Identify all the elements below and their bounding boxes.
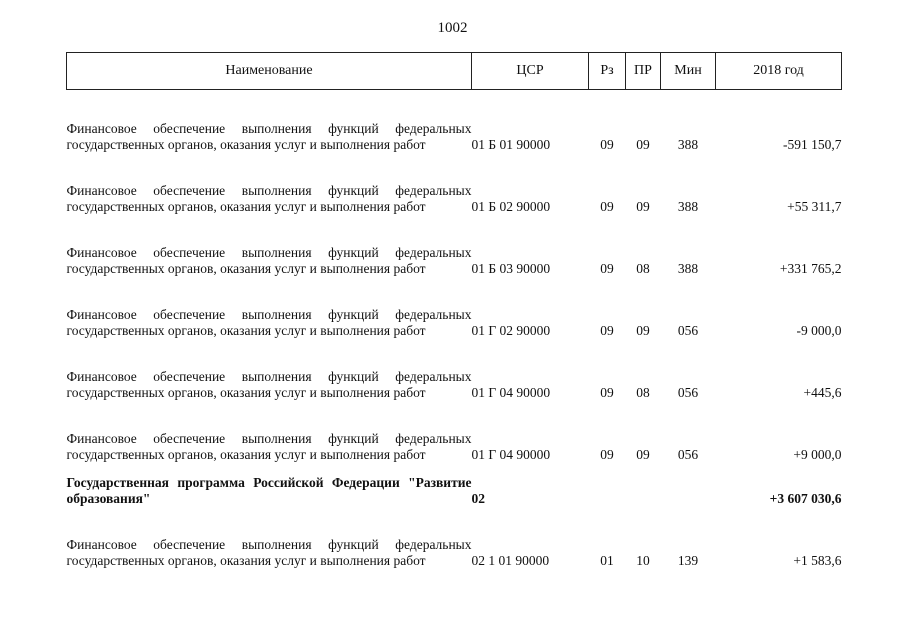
header-rz: Рз [589,53,626,90]
header-pr: ПР [626,53,661,90]
row-pr: 09 [636,137,650,152]
row-name: Финансовое обеспечение выполнения функций федеральных государственных органов, оказания услуг и выполнения работ [66,537,472,568]
row-rz: 09 [600,447,614,462]
row-pr: 09 [636,199,650,214]
table-header-row [67,53,842,90]
row-min [661,463,716,507]
row-amount: -9 000,0 [796,323,842,338]
row-pr: 08 [636,261,650,276]
row-pr [626,463,661,507]
row-name: Финансовое обеспечение выполнения функций федеральных государственных органов, оказания услуг и выполнения работ [66,121,472,152]
row-amount: +331 765,2 [779,261,842,276]
table-row-program [67,463,842,507]
row-csr: 01 Б 03 90000 [471,261,551,276]
row-csr: 02 [471,491,485,506]
row-rz: 09 [600,137,614,152]
row-min: 388 [677,199,699,214]
row-name: Финансовое обеспечение выполнения функций федеральных государственных органов, оказания услуг и выполнения работ [66,369,472,400]
row-min: 056 [677,447,699,462]
row-min: 388 [677,137,699,152]
row-pr: 09 [636,323,650,338]
table-row [67,277,842,339]
row-amount: +3 607 030,6 [769,491,842,506]
row-csr: 01 Б 01 90000 [471,137,551,152]
table-row [67,215,842,277]
table-row [67,401,842,463]
row-rz: 09 [600,323,614,338]
row-pr: 08 [636,385,650,400]
budget-table [66,52,842,569]
row-min: 139 [677,553,699,568]
row-min: 056 [677,323,699,338]
row-amount: +9 000,0 [793,447,842,462]
row-amount: +1 583,6 [793,553,842,568]
table-row [67,153,842,215]
row-csr: 01 Б 02 90000 [471,199,551,214]
row-name: Финансовое обеспечение выполнения функций федеральных государственных органов, оказания услуг и выполнения работ [66,431,472,462]
row-amount: -591 150,7 [783,137,842,152]
row-rz [589,463,626,507]
row-min: 388 [677,261,699,276]
row-min: 056 [677,385,699,400]
header-year: 2018 год [716,53,842,90]
row-pr: 09 [636,447,650,462]
table-row [67,339,842,401]
row-rz: 01 [600,553,614,568]
row-csr: 01 Г 02 90000 [471,323,551,338]
row-rz: 09 [600,261,614,276]
row-csr: 01 Г 04 90000 [471,385,551,400]
row-rz: 09 [600,385,614,400]
row-csr: 02 1 01 90000 [471,553,550,568]
row-rz: 09 [600,199,614,214]
table-row [67,90,842,154]
row-amount: +445,6 [803,385,842,400]
row-name: Финансовое обеспечение выполнения функций федеральных государственных органов, оказания услуг и выполнения работ [66,245,472,276]
row-pr: 10 [636,553,650,568]
header-csr: ЦСР [472,53,589,90]
row-csr: 01 Г 04 90000 [471,447,551,462]
row-amount: +55 311,7 [787,199,842,214]
row-name: Финансовое обеспечение выполнения функций федеральных государственных органов, оказания услуг и выполнения работ [66,307,472,338]
row-name: Государственная программа Российской Федерации "Развитие образования" [66,475,472,506]
header-name: Наименование [67,53,472,90]
table-row [67,507,842,569]
header-min: Мин [661,53,716,90]
page-number: 1002 [437,20,468,36]
row-name: Финансовое обеспечение выполнения функций федеральных государственных органов, оказания услуг и выполнения работ [66,183,472,214]
